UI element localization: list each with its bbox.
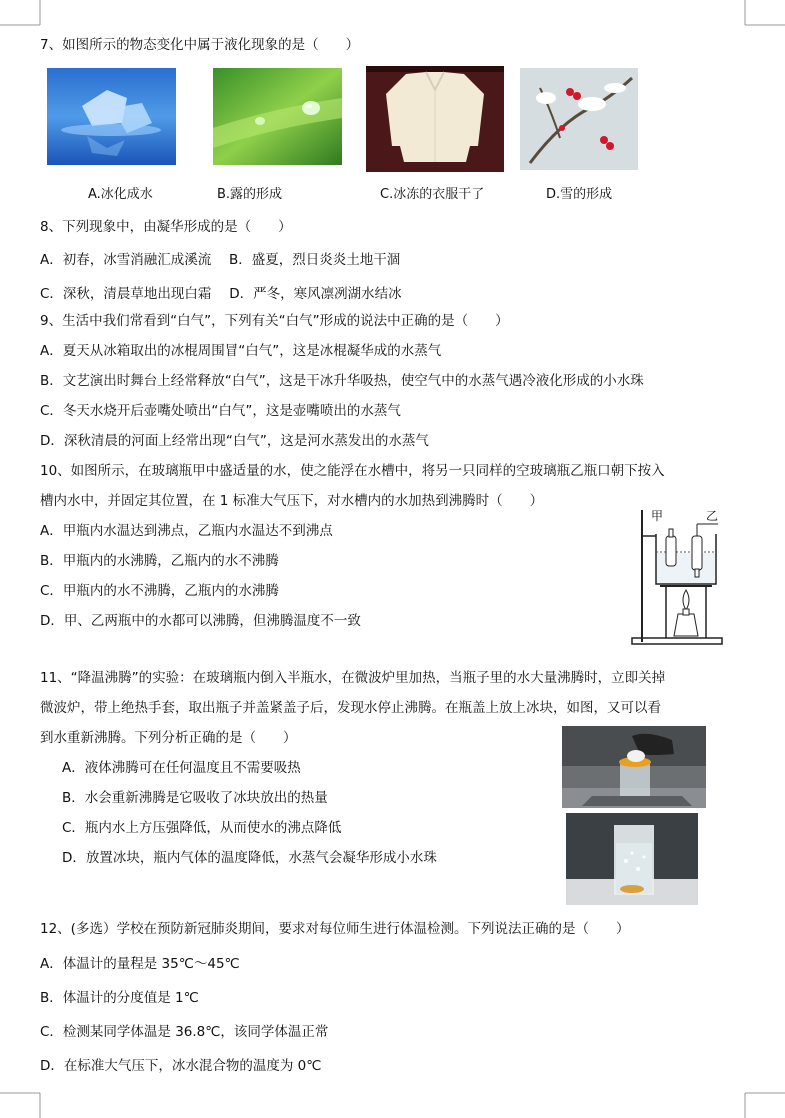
option-a-caption: A.冰化成水 [88,187,153,202]
question-12-stem: 12、(多选）学校在预防新冠肺炎期间，要求对每位师生进行体温检测。下列说法正确的是（ ） [40,921,630,937]
question-10-stem-line-2: 槽内水中，并固定其位置，在 1 标准大气压下，对水槽内的水加热到沸腾时（ ） [40,493,544,509]
frozen-clothes-image [366,66,504,172]
question-11-stem-line-3: 到水重新沸腾。下列分析正确的是（ ） [40,730,297,746]
label-bottle-yi: 乙 [706,509,719,523]
option-b-caption: B.露的形成 [217,187,283,202]
option-c-caption: C.冰冻的衣服干了 [380,187,485,202]
crop-mark-top-right [740,0,785,30]
crop-mark-top-left [0,0,45,30]
question-9-option-a: A．夏天从冰箱取出的冰棍周围冒“白气”，这是冰棍凝华成的水蒸气 [40,343,442,359]
question-8-options-row-1: A．初春，冰雪消融汇成溪流 B．盛夏，烈日炎炎土地干涸 [40,252,401,268]
water-bath-apparatus-diagram [630,506,726,648]
question-11-option-c: C．瓶内水上方压强降低，从而使水的沸点降低 [62,820,342,836]
question-10-option-d: D．甲、乙两瓶中的水都可以沸腾，但沸腾温度不一致 [40,613,361,629]
question-9-option-c: C．冬天水烧开后壶嘴处喷出“白气”，这是壶嘴喷出的水蒸气 [40,403,401,419]
question-12-option-d: D．在标准大气压下，冰水混合物的温度为 0℃ [40,1058,322,1074]
ice-melting-image [47,68,176,165]
question-10-option-a: A．甲瓶内水温达到沸点，乙瓶内水温达不到沸点 [40,523,333,539]
boiling-water-glass-photo [566,813,698,905]
option-d-caption: D.雪的形成 [546,187,613,202]
crop-mark-bottom-right [740,1088,785,1118]
question-11-option-b: B．水会重新沸腾是它吸收了冰块放出的热量 [62,790,328,806]
snow-berries-image [520,68,638,170]
question-7-stem: 7、如图所示的物态变化中属于液化现象的是（ ） [40,37,360,53]
question-9-option-d: D．深秋清晨的河面上经常出现“白气”，这是河水蒸发出的水蒸气 [40,433,429,449]
question-10-option-c: C．甲瓶内的水不沸腾，乙瓶内的水沸腾 [40,583,279,599]
question-11-stem-line-2: 微波炉，带上绝热手套，取出瓶子并盖紧盖子后，发现水停止沸腾。在瓶盖上放上冰块，如图，又可以看 [40,700,661,716]
question-12-option-c: C．检测某同学体温是 36.8℃，该同学体温正常 [40,1024,329,1040]
dew-drop-image [213,68,342,165]
question-8-options-row-2: C．深秋，清晨草地出现白霜 D．严冬，寒风凛冽湖水结冰 [40,286,402,302]
question-9-option-b: B．文艺演出时舞台上经常释放“白气”，这是干冰升华吸热，使空气中的水蒸气遇冷液化形成的小水珠 [40,373,644,389]
question-12-option-a: A．体温计的量程是 35℃～45℃ [40,956,240,972]
question-9-stem: 9、生活中我们常看到“白气”，下列有关“白气”形成的说法中正确的是（ ） [40,313,509,329]
question-11-option-a: A．液体沸腾可在任何温度且不需要吸热 [62,760,301,776]
question-8-stem: 8、下列现象中，由凝华形成的是（ ） [40,219,292,235]
question-11-option-d: D．放置冰块，瓶内气体的温度降低，水蒸气会凝华形成小水珠 [62,850,437,866]
crop-mark-bottom-left [0,1088,45,1118]
label-bottle-jia: 甲 [651,509,664,523]
question-10-option-b: B．甲瓶内的水沸腾，乙瓶内的水不沸腾 [40,553,279,569]
ice-on-bottle-photo [562,726,706,808]
question-11-stem-line-1: 11、“降温沸腾”的实验：在玻璃瓶内倒入半瓶水，在微波炉里加热，当瓶子里的水大量沸腾时，立即关掉 [40,670,666,686]
question-12-option-b: B．体温计的分度值是 1℃ [40,990,199,1006]
question-10-stem-line-1: 10、如图所示，在玻璃瓶甲中盛适量的水，使之能浮在水槽中，将另一只同样的空玻璃瓶乙瓶口朝下按入 [40,463,665,479]
